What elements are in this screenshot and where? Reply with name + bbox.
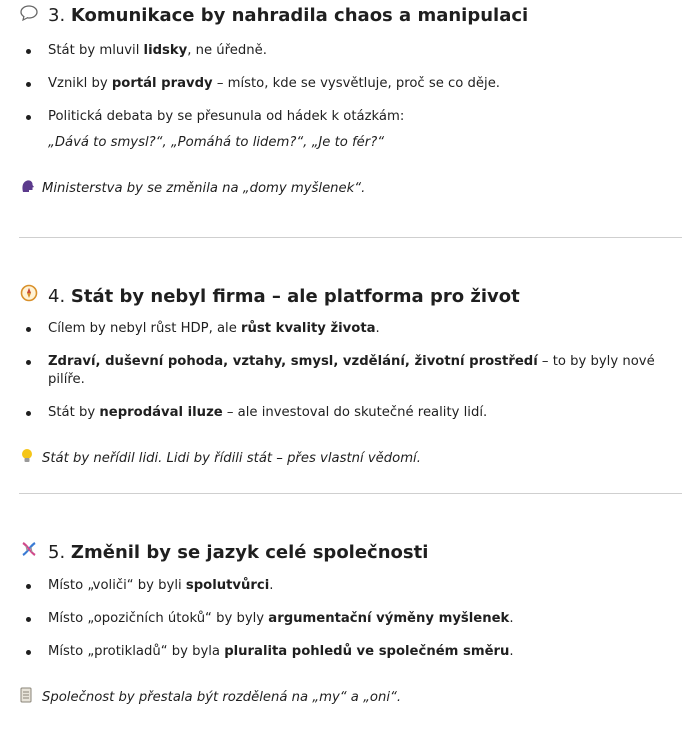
section-5-number: 5. [48,541,66,563]
speech-bubble-icon [20,4,42,28]
section-4-list [20,320,680,422]
section-3-title: Komunikace by nahradila chaos a manipulaci [70,5,529,26]
section-4-number: 4. [48,285,66,307]
divider [19,493,682,494]
section-5-title: Změnil by se jazyk celé společnosti [70,541,429,563]
list-item: Místo „protikladů“ by byla pluralita pohledů ve společném směru. [20,643,680,661]
section-4 [20,284,680,469]
section-5-heading [20,540,680,565]
compass-icon [20,284,42,309]
section-5 [20,540,680,708]
speaking-head-icon [20,178,42,199]
light-bulb-icon [20,448,42,469]
list-item: Politická debata by se přesunula od hádek k otázkám: „Dává to smysl?“, „Pomáhá to lidem?“, „Je to fér?“ [20,108,680,152]
divider [19,237,682,238]
section-3-list [20,42,680,152]
list-item: Místo „voliči“ by byli spolutvůrci. [20,577,680,595]
list-item: Vznikl by portál pravdy – místo, kde se vysvětluje, proč se co děje. [20,75,680,93]
section-4-title: Stát by nebyl firma – ale platforma pro život [70,285,520,307]
section-3-number: 3. [48,5,66,26]
list-item: Místo „opozičních útoků“ by byly argumentační výměny myšlenek. [20,610,680,628]
list-item: Stát by mluvil lidsky, ne úředně. [20,42,680,60]
section-4-note: Stát by neřídil lidi. Lidi by řídili stát – přes vlastní vědomí. [20,448,680,469]
list-item: Stát by neprodával iluze – ale investoval do skutečné reality lidí. [20,404,680,422]
section-3-heading [20,4,680,28]
scroll-icon [20,687,42,708]
dna-icon [20,540,42,565]
list-item: Zdraví, duševní pohoda, vztahy, smysl, vzdělání, životní prostředí – to by byly nové pilíře. [20,353,680,389]
section-3 [20,4,680,199]
section-4-heading [20,284,680,309]
section-5-note: Společnost by přestala být rozdělená na „my“ a „oni“. [20,687,680,708]
section-3-note: Ministerstva by se změnila na „domy myšlenek“. [20,178,680,199]
section-5-list [20,577,680,661]
list-item: Cílem by nebyl růst HDP, ale růst kvality života. [20,320,680,338]
